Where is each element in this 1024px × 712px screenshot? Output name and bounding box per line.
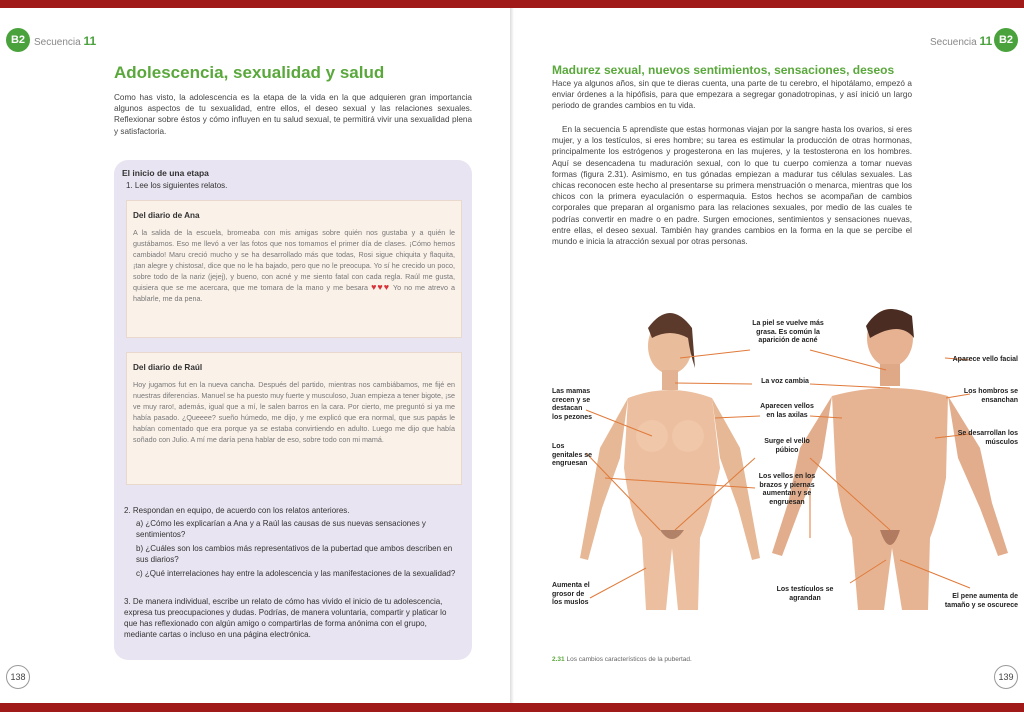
hearts-icon: ♥♥♥ [371, 282, 391, 292]
block-badge: B2 [994, 28, 1018, 52]
label-skin: La piel se vuelve más grasa. Es común la aparición de acné [752, 320, 824, 344]
label-armpit-hair: Aparecen vellos en las axilas [760, 403, 814, 419]
diary-raul-heading: Del diario de Raúl [133, 363, 203, 372]
section-title: Madurez sexual, nuevos sentimientos, sensaciones, deseos [552, 63, 895, 77]
page-number: 139 [994, 665, 1018, 689]
step-3: 3. De manera individual, escribe un relato de cómo has vivido el inicio de tu adolescencia, expresa tus preocupaciones y dudas. Podrías, de manera voluntaria, compartir y platicar lo que has reflexionado con algún amigo o compartirlas de forma anónima con el grupo, mediante cartas o incluso en una página electrónica. [124, 597, 447, 639]
label-facial-hair: Aparece vello facial [952, 356, 1018, 363]
label-breasts: Las mamas crecen y se destacan los pezones [552, 388, 593, 421]
label-testicles: Los testículos se agrandan [776, 586, 834, 602]
step-1: 1. Lee los siguientes relatos. [126, 181, 228, 190]
diary-ana-heading: Del diario de Ana [133, 211, 200, 220]
label-pubic-hair: Surge el vello púbico [764, 438, 810, 454]
puberty-figure [550, 298, 1020, 618]
diary-ana-text: A la salida de la escuela, bromeaba con mis amigas sobre quién nos gustaba y a quién le gustábamos. Eso me llevó a ver las fotos que nos tomamos el primer día de clases. ¡Cómo hemos cambiado! Maru creció mucho y se ha desarrollado más que todas, Rosi sigue chiquita y flaquita, ¡tan alegre y chistosa!, dice que no le ha bajado, pero que no le preocupa. Yo sí he crecido un poco, sobre todo de la nariz (jejej), y bueno, con acné y me siento fatal con cada regla. Raúl me gusta, quisiera que se me acercara, que me tomara de la mano y me besara ♥♥♥ Yo no me atrevo a hablarle, me da pena. [133, 228, 456, 303]
intro-paragraph: Como has visto, la adolescencia es la etapa de la vida en la que adquieren gran importancia algunos aspectos de tu sexualidad, entre ellos, el deseo sexual y las relaciones sexuales. Reflexionar sobre éstos y cómo influyen en tu salud sexual, te permitirá vivir una sexualidad plena y satisfactoria. [114, 93, 472, 136]
question-b: b) ¿Cuáles son los cambios más representativos de la pubertad que ambos describen en sus diarios? [136, 544, 453, 564]
label-penis: El pene aumenta de tamaño y se oscurece [944, 593, 1018, 609]
figure-caption: 2.31 Los cambios característicos de la pubertad. [552, 656, 692, 663]
label-shoulders: Los hombros se ensanchan [963, 388, 1018, 404]
page-number: 138 [6, 665, 30, 689]
label-genitals: Los genitales se engruesan [552, 443, 593, 467]
label-body-hair: Los vellos en los brazos y piernas aumentan y se engruesan [758, 473, 816, 506]
block-badge: B2 [6, 28, 30, 52]
activity-box [114, 160, 472, 660]
left-page [0, 8, 510, 703]
diary-ana [126, 200, 462, 338]
sequence-label: Secuencia 11 [930, 34, 993, 48]
label-voice: La voz cambia [761, 378, 809, 385]
female-body-illustration [580, 313, 760, 610]
paragraph-1: Hace ya algunos años, sin que te dieras cuenta, una parte de tu cerebro, el hipotálamo, empezó a enviar órdenes a la hipófisis, para que empezara a segregar gonadotropinas, y así inició un largo periodo de grandes cambios en tu vida. [552, 79, 912, 111]
diary-raul [126, 352, 462, 485]
activity-title: El inicio de una etapa [122, 168, 209, 178]
label-thighs: Aumenta el grosor de los muslos [552, 582, 590, 606]
bottom-border [0, 703, 1024, 712]
question-a: a) ¿Cómo les explicarían a Ana y a Raúl las causas de sus nuevas sensaciones y sentimientos? [136, 519, 426, 539]
sequence-label: Secuencia 11 [34, 34, 97, 48]
diary-raul-text: Hoy jugamos fut en la nueva cancha. Después del partido, mientras nos cambiábamos, me fijé en nuestras diferencias. Manuel se ha puesto muy fuerte y musculoso, Juan empieza a tener bigote, ¡se ve muy raro!, además, igual que a mí, le salen barros en la cara. Por cierto, me preguntó si ya me había pasado. ¿Queeee? sueño húmedo, me dijo, y me explicó que era normal, que sus papás le habían comentado que era porque ya se estaba convirtiendo en adulto. Luego me dijo que había soñado con Julio. A mí me daría pena hablar de eso, sobre todo con mi mamá. [133, 380, 455, 444]
right-page [514, 8, 1024, 703]
top-border [0, 0, 1024, 8]
step-2: 2. Respondan en equipo, de acuerdo con los relatos anteriores. [124, 506, 350, 515]
question-c: c) ¿Qué interrelaciones hay entre la adolescencia y las manifestaciones de la sexualidad? [136, 569, 456, 578]
paragraph-2: En la secuencia 5 aprendiste que estas hormonas viajan por la sangre hasta los ovarios, si eres mujer, y a los testículos, si eres hombre; su tarea es estimular la producción de otras hormonas, principalmente los estrógenos y progesterona en las mujeres, y la testosterona en los hombres. Aquí se desencadena tu maduración sexual, con lo que tu cuerpo comienza a tomar nuevas formas (figura 2.31). Asimismo, en tus gónadas empiezan a madurar tus células sexuales. Las chicas reconocen este hecho al presentarse su primera menstruación o menarca, mientras que los chicos con la primera eyaculación o espermaquia. Estos hechos se acompañan de cambios corporales que preparan al organismo para las relaciones sexuales, por medio de las cuales te podrías convertir en madre o en padre. Surgen emociones, sentimientos y sensaciones nuevas, entre ellas, el deseo sexual. También hay grandes cambios en la forma en la que se percibe el mundo e inicia la atracción sexual por otras personas. [552, 125, 912, 247]
page-title: Adolescencia, sexualidad y salud [114, 63, 385, 82]
label-muscles: Se desarrollan los músculos [957, 430, 1018, 446]
male-body-illustration [772, 309, 1008, 610]
